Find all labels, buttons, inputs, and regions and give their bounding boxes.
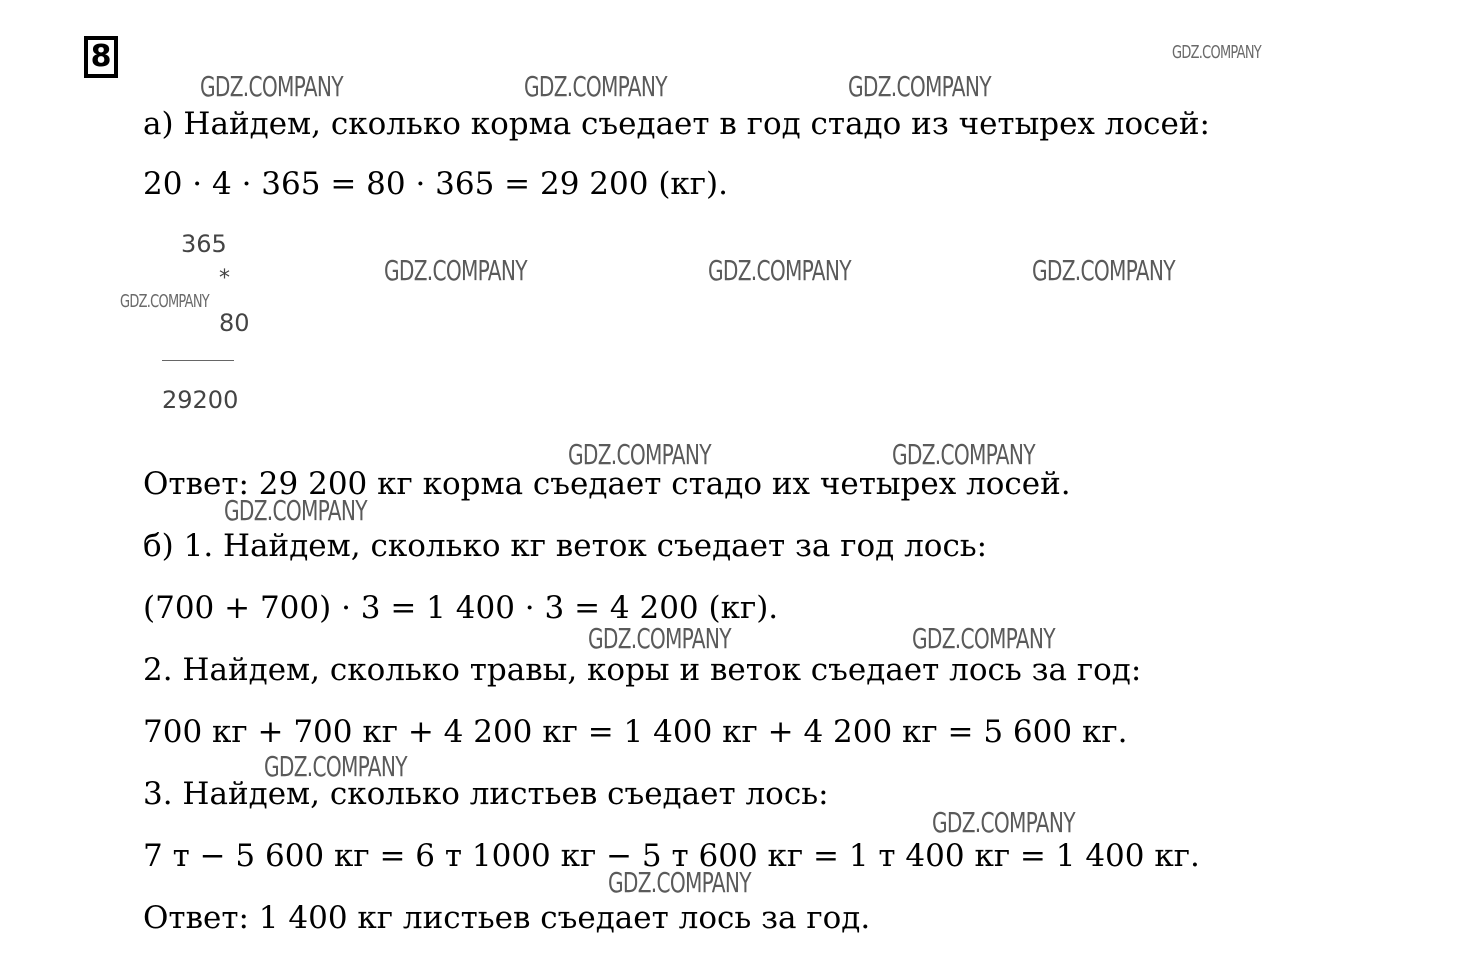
column-multiplier: 80 xyxy=(219,309,250,337)
watermark: GDZ.COMPANY xyxy=(524,70,667,103)
part-b-answer: Ответ: 1 400 кг листьев съедает лось за год. xyxy=(143,900,871,936)
watermark: GDZ.COMPANY xyxy=(848,70,991,103)
watermark: GDZ.COMPANY xyxy=(1032,254,1175,287)
part-b-step2: 2. Найдем, сколько травы, коры и веток съедает лось за год: xyxy=(143,652,1142,688)
part-b-step1: б) 1. Найдем, сколько кг веток съедает за год лось: xyxy=(143,528,988,564)
watermark: GDZ.COMPANY xyxy=(384,254,527,287)
watermark: GDZ.COMPANY xyxy=(912,622,1055,655)
watermark: GDZ.COMPANY xyxy=(120,291,209,312)
column-rule xyxy=(162,360,234,361)
watermark: GDZ.COMPANY xyxy=(932,806,1075,839)
part-a-header: а) Найдем, сколько корма съедает в год стадо из четырех лосей: xyxy=(143,106,1210,142)
watermark: GDZ.COMPANY xyxy=(568,438,711,471)
part-b-step3: 3. Найдем, сколько листьев съедает лось: xyxy=(143,776,829,812)
watermark: GDZ.COMPANY xyxy=(264,750,407,783)
part-a-answer: Ответ: 29 200 кг корма съедает стадо их четырех лосей. xyxy=(143,466,1071,502)
watermark: GDZ.COMPANY xyxy=(1172,42,1261,63)
column-multiplicand: 365 xyxy=(181,230,227,258)
watermark: GDZ.COMPANY xyxy=(892,438,1035,471)
column-product: 29200 xyxy=(162,386,239,414)
part-b-calculation2: 700 кг + 700 кг + 4 200 кг = 1 400 кг + 4 200 кг = 5 600 кг. xyxy=(143,714,1128,750)
watermark: GDZ.COMPANY xyxy=(588,622,731,655)
watermark: GDZ.COMPANY xyxy=(224,494,367,527)
task-number-badge: 8 xyxy=(84,36,118,78)
watermark: GDZ.COMPANY xyxy=(200,70,343,103)
watermark: GDZ.COMPANY xyxy=(608,866,751,899)
part-b-calculation1: (700 + 700) · 3 = 1 400 · 3 = 4 200 (кг). xyxy=(143,590,779,626)
part-a-calculation: 20 · 4 · 365 = 80 · 365 = 29 200 (кг). xyxy=(143,166,728,202)
column-operator: * xyxy=(219,266,230,291)
part-b-calculation3: 7 т − 5 600 кг = 6 т 1000 кг − 5 т 600 кг = 1 т 400 кг = 1 400 кг. xyxy=(143,838,1200,874)
watermark: GDZ.COMPANY xyxy=(708,254,851,287)
